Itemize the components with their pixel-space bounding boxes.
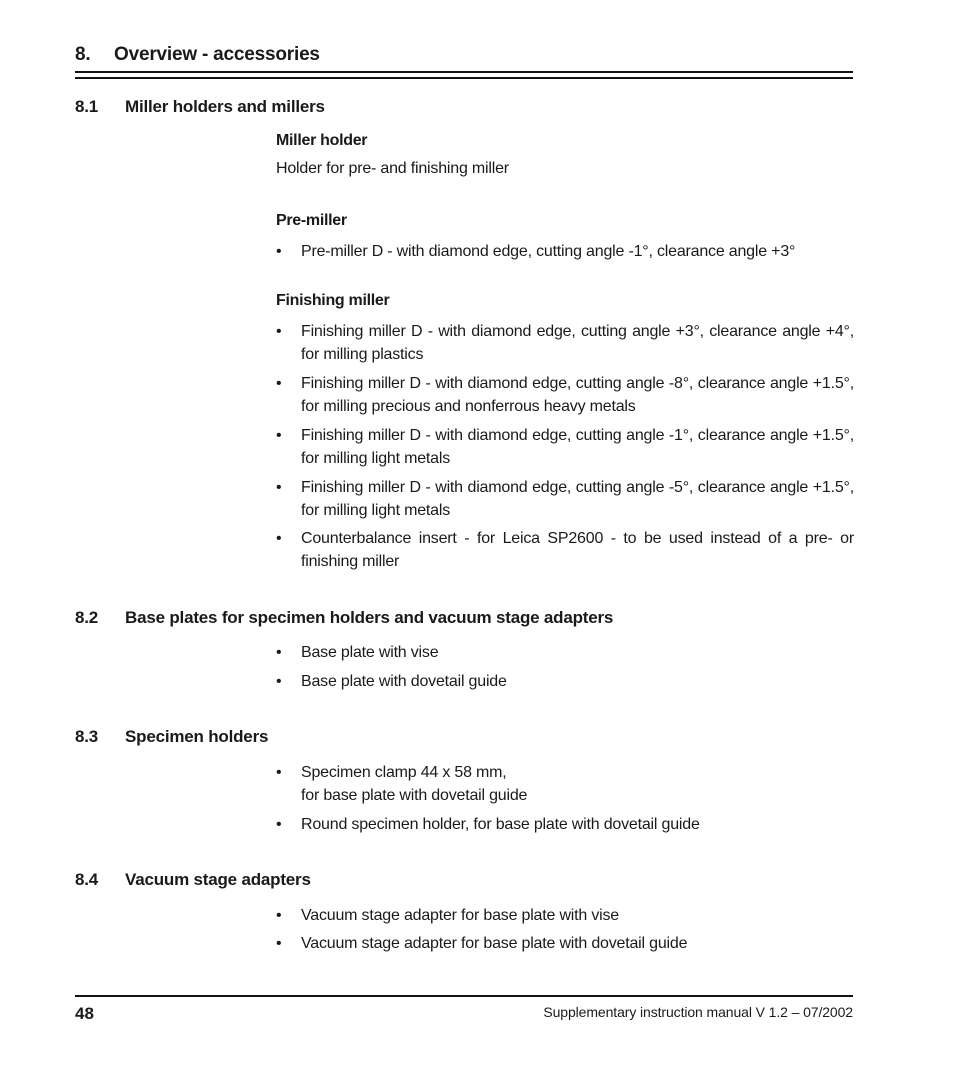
chapter-number: 8. xyxy=(75,44,91,65)
section-number: 8.2 xyxy=(75,608,99,627)
footer-rule xyxy=(75,995,853,997)
page-number: 48 xyxy=(75,1004,94,1023)
list-item-text: Finishing miller D - with diamond edge, cutting angle -8°, clearance angle +1.5°, for milling precious and nonferrous heavy metals xyxy=(301,375,854,415)
bullet: • xyxy=(276,907,282,924)
list-item xyxy=(276,813,854,836)
bullet: • xyxy=(276,764,282,781)
section-number: 8.3 xyxy=(75,727,99,746)
list-item xyxy=(276,641,854,664)
miller-holder-text: Holder for pre- and finishing miller xyxy=(276,160,509,177)
section-number: 8.1 xyxy=(75,97,99,116)
section-title: Miller holders and millers xyxy=(125,97,325,116)
list-item-text: Base plate with vise xyxy=(301,644,439,661)
bullet: • xyxy=(276,935,282,952)
miller-holder-heading: Miller holder xyxy=(276,132,368,149)
bullet: • xyxy=(276,673,282,690)
list-item-text: Round specimen holder, for base plate with dovetail guide xyxy=(301,816,700,833)
section-title: Vacuum stage adapters xyxy=(125,870,311,889)
list-item-text: Vacuum stage adapter for base plate with vise xyxy=(301,907,620,924)
list-item xyxy=(276,240,854,263)
list-item-text: Counterbalance insert - for Leica SP2600 - to be used instead of a pre- or finishing miller xyxy=(301,530,854,570)
list-item-line: for base plate with dovetail guide xyxy=(301,787,528,804)
chapter-title: Overview - accessories xyxy=(114,44,320,65)
bullet: • xyxy=(276,644,282,661)
chapter-heading xyxy=(75,44,320,66)
list-item-text: Finishing miller D - with diamond edge, cutting angle +3°, clearance angle +4°, for milling plastics xyxy=(301,323,854,363)
list-item xyxy=(276,761,854,807)
section-heading-8-3 xyxy=(75,727,268,747)
section-heading-8-2 xyxy=(75,608,613,628)
bullet: • xyxy=(276,816,282,833)
list-item xyxy=(276,320,854,366)
list-item xyxy=(276,476,854,522)
bullet: • xyxy=(276,323,282,340)
finishing-miller-heading: Finishing miller xyxy=(276,292,390,309)
list-item-line: Specimen clamp 44 x 58 mm, xyxy=(301,764,507,781)
list-item xyxy=(276,372,854,418)
list-item-text: Pre-miller D - with diamond edge, cutting angle -1°, clearance angle +3° xyxy=(301,243,796,260)
list-item xyxy=(276,424,854,470)
bullet: • xyxy=(276,427,282,444)
pre-miller-heading: Pre-miller xyxy=(276,212,347,229)
list-item-text: Base plate with dovetail guide xyxy=(301,673,507,690)
list-item xyxy=(276,670,854,693)
heading-rule-top xyxy=(75,71,853,73)
heading-rule-bottom xyxy=(75,77,853,79)
section-heading-8-4 xyxy=(75,870,311,890)
section-title: Specimen holders xyxy=(125,727,269,746)
list-item-text: Finishing miller D - with diamond edge, cutting angle -1°, clearance angle +1.5°, for milling light metals xyxy=(301,427,854,467)
bullet: • xyxy=(276,375,282,392)
list-item xyxy=(276,904,854,927)
list-item-text: Vacuum stage adapter for base plate with dovetail guide xyxy=(301,935,688,952)
list-item xyxy=(276,932,854,955)
bullet: • xyxy=(276,530,282,547)
section-heading-8-1 xyxy=(75,97,325,117)
list-item-text: Finishing miller D - with diamond edge, cutting angle -5°, clearance angle +1.5°, for milling light metals xyxy=(301,479,854,519)
bullet: • xyxy=(276,243,282,260)
list-item xyxy=(276,527,854,573)
section-number: 8.4 xyxy=(75,870,99,889)
bullet: • xyxy=(276,479,282,496)
section-title: Base plates for specimen holders and vacuum stage adapters xyxy=(125,608,614,627)
footer-text: Supplementary instruction manual V 1.2 – 07/2002 xyxy=(543,1004,853,1020)
list-item-text xyxy=(301,761,854,807)
